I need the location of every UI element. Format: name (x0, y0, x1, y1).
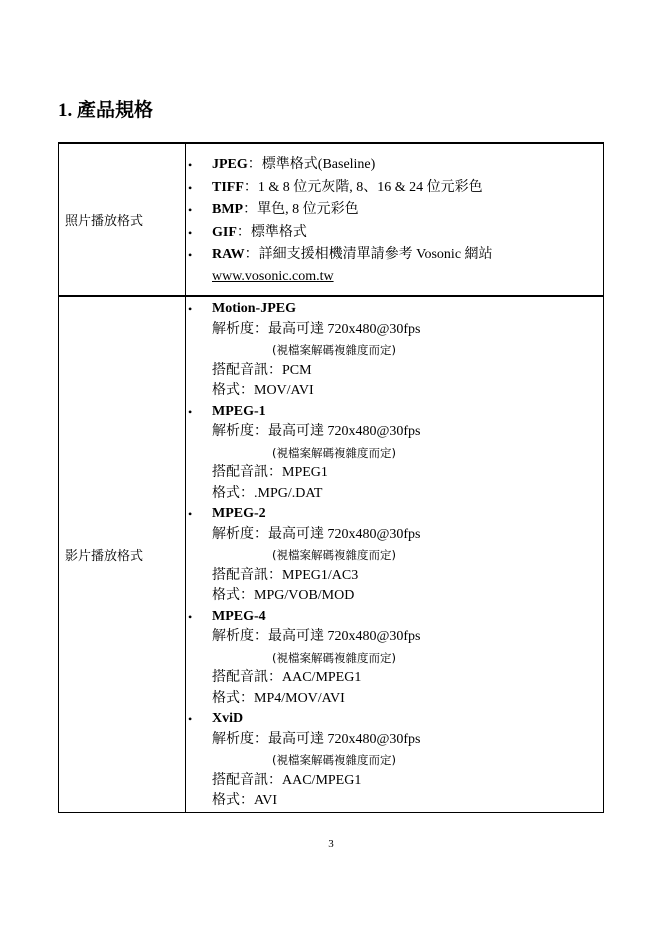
bullet-icon: • (188, 507, 193, 521)
resolution-text: 解析度：最高可達 720x480@30fps (212, 321, 421, 337)
bullet-icon: • (188, 248, 193, 262)
format-name: BMP (212, 202, 244, 217)
photo-format-row (59, 143, 604, 296)
codec-name: MPEG-2 (212, 506, 266, 521)
resolution-note: (視檔案解碼複雜度而定) (272, 445, 396, 460)
audio-text: 搭配音訊：MPEG1 (212, 465, 328, 480)
resolution-note: (視檔案解碼複雜度而定) (272, 548, 396, 562)
resolution-text: 解析度：最高可達 720x480@30fps (212, 629, 421, 644)
page-number: 3 (328, 838, 334, 850)
container-format-text: 格式：MPG/VOB/MOD (212, 588, 355, 603)
resolution-text: 解析度：最高可達 720x480@30fps (212, 424, 421, 439)
codec-name: XviD (212, 711, 244, 726)
spec-table (58, 142, 604, 813)
audio-text: 搭配音訊：MPEG1/AC3 (212, 567, 359, 583)
bullet-icon: • (188, 180, 193, 195)
photo-format-list (186, 154, 603, 287)
format-name: TIFF (212, 179, 244, 195)
format-name: GIF (212, 224, 237, 240)
codec-name: MPEG-1 (212, 403, 266, 419)
bullet-icon: • (188, 203, 193, 217)
format-desc: ：單色, 8 位元彩色 (243, 202, 359, 217)
bullet-icon: • (188, 712, 193, 726)
list-item (186, 222, 603, 245)
resolution-text: 解析度：最高可達 720x480@30fps (212, 731, 421, 747)
codec-name: MPEG-4 (212, 608, 266, 624)
audio-text: 搭配音訊：PCM (212, 362, 312, 378)
list-item (186, 504, 603, 607)
page-heading: 1. 產品規格 (58, 100, 154, 121)
container-format-text: 格式：AVI (212, 793, 278, 808)
format-desc: ：標準格式(Baseline) (247, 157, 376, 172)
video-format-list (186, 299, 603, 812)
photo-format-label: 照片播放格式 (59, 143, 186, 296)
photo-format-cell (186, 143, 604, 296)
list-item (186, 607, 603, 710)
bullet-icon: • (188, 404, 193, 419)
list-item (186, 299, 603, 402)
format-name: RAW (212, 247, 245, 262)
bullet-icon: • (188, 158, 193, 172)
resolution-note: (視檔案解碼複雜度而定) (272, 753, 396, 767)
video-format-row (59, 296, 604, 812)
list-item (186, 199, 603, 222)
audio-text: 搭配音訊：AAC/MPEG1 (212, 670, 362, 685)
video-format-label: 影片播放格式 (59, 296, 186, 812)
list-item (186, 402, 603, 505)
bullet-icon: • (188, 225, 193, 240)
bullet-icon: • (188, 609, 193, 624)
video-format-cell (186, 296, 604, 812)
list-item (186, 244, 603, 287)
format-desc: ：詳細支援相機清單請參考 Vosonic 網站 (244, 247, 493, 262)
resolution-text: 解析度：最高可達 720x480@30fps (212, 526, 421, 542)
format-desc: ：標準格式 (236, 224, 307, 240)
container-format-text: 格式：.MPG/.DAT (212, 485, 323, 501)
format-name: JPEG (212, 157, 248, 172)
container-format-text: 格式：MOV/AVI (212, 383, 314, 398)
vosonic-website-link[interactable]: www.vosonic.com.tw (212, 268, 334, 284)
format-desc: ：1 & 8 位元灰階, 8、16 & 24 位元彩色 (243, 179, 483, 195)
list-item (186, 177, 603, 200)
bullet-icon: • (188, 302, 193, 316)
audio-text: 搭配音訊：AAC/MPEG1 (212, 772, 362, 788)
container-format-text: 格式：MP4/MOV/AVI (212, 690, 345, 706)
list-item (186, 154, 603, 177)
resolution-note: (視檔案解碼複雜度而定) (272, 343, 396, 357)
codec-name: Motion-JPEG (212, 301, 296, 316)
list-item (186, 709, 603, 812)
resolution-note: (視檔案解碼複雜度而定) (272, 650, 396, 665)
